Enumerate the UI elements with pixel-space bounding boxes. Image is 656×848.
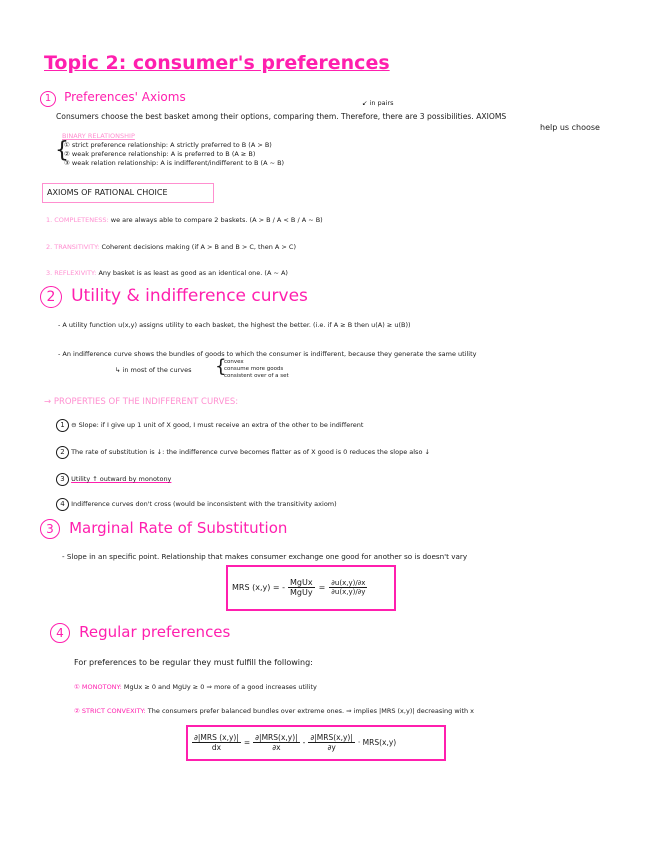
arrow-icon: ↙ [362,99,368,107]
conv-c-den: ∂y [327,742,336,752]
condition-2-text: The consumers prefer balanced bundles over extreme ones. ⇒ implies |MRS (x,y)| decreasing with x [147,707,475,715]
section-1-header [40,86,186,107]
brace-icon: { [55,138,69,163]
section-1-line1: Consumers choose the best basket among their options, comparing them. Therefore, there are 3 possibilities. AXIOMS [56,112,507,121]
mrs-eq: = [318,582,326,592]
mrs-den-2: ∂u(x,y)/∂y [331,587,366,596]
axiom-1-label: 1. COMPLETENESS: [46,216,109,224]
section-2-header [40,286,308,308]
curve-option-3: consistent over of a set [224,373,289,379]
section-2-number: 2 [40,286,62,308]
section-3-heading: Marginal Rate of Substitution [69,519,288,537]
axiom-1-text: we are always able to compare 2 baskets. (A > B / A < B / A ~ B) [110,216,323,224]
axiom-2-text: Coherent decisions making (if A > B and B > C, then A > C) [101,243,296,251]
mrs-fraction-2 [329,579,367,596]
conv-b-num: ∂|MRS(x,y)| [255,732,298,742]
conv-c-num: ∂|MRS(x,y)| [310,732,353,742]
conv-eq: = [243,737,251,747]
corner-arrow-icon: ↳ [115,366,121,374]
convexity-formula [192,729,396,755]
brace-icon-2: { [215,356,227,377]
relationship-item-2: ② weak preference relationship: A is preferred to B (A ≥ B) [64,150,256,158]
property-4-text: Indifference curves don't cross (would be inconsistent with the transitivity axiom) [71,500,337,508]
curve-option-1: convex [224,359,244,365]
section-2-bullet-1: - A utility function u(x,y) assigns utility to each basket, the highest the better. (i.e. if A ≥ B then u(A) ≥ u(B)) [58,321,411,329]
mrs-den-1: MgUy [290,587,313,597]
condition-2-label: ② STRICT CONVEXITY: [74,707,146,715]
section-4-intro: For preferences to be regular they must fulfill the following: [74,658,313,667]
conv-fraction-a [192,733,241,752]
property-4-number: 4 [56,498,69,511]
conv-tail: · MRS(x,y) [357,737,397,747]
conv-b-den: ∂x [272,742,281,752]
property-4 [56,498,337,511]
condition-2 [74,707,474,715]
section-2-bullet-2-sub [115,366,192,374]
mrs-lhs: MRS (x,y) = - [232,582,286,592]
section-3-number: 3 [40,519,60,539]
mrs-num-1: MgUx [290,577,313,587]
conv-a-den: dx [211,742,222,752]
section-1-line1b: help us choose [540,123,600,132]
section-2-bullet-2: - An indifference curve shows the bundles of goods to which the consumer is indifferent, because they generate the same utility [58,350,477,358]
property-2-number: 2 [56,446,69,459]
section-2-heading: Utility & indifference curves [71,286,308,306]
pairs-note [362,99,394,107]
section-2-bullet-2-sub-text: in most of the curves [122,366,192,374]
property-1-text: ⊖ Slope: if I give up 1 unit of X good, I must receive an extra of the other to be indifferent [71,421,364,429]
axiom-2-label: 2. TRANSITIVITY: [46,243,100,251]
property-1 [56,419,363,432]
property-2-text: The rate of substitution is ↓: the indifference curve becomes flatter as of X good is 0 reduces the slope also ↓ [71,448,430,456]
conv-minus: - [302,737,306,747]
curve-option-2: consume more goods [224,366,284,372]
mrs-fraction-1 [288,578,315,597]
axiom-2 [46,243,296,251]
section-1-number: 1 [40,91,56,107]
section-4-heading: Regular preferences [79,623,231,641]
property-3 [56,473,171,486]
curve-options [224,359,289,380]
condition-1-label: ① MONOTONY: [74,683,122,691]
condition-1-text: MgUx ≥ 0 and MgUy ≥ 0 ⇒ more of a good increases utility [123,683,317,691]
section-4-header [50,622,230,643]
relationship-item-1: ① strict preference relationship: A strictly preferred to B (A > B) [64,141,272,149]
axiom-3 [46,269,288,277]
axiom-3-label: 3. REFLEXIVITY: [46,269,97,277]
section-3-text: - Slope in an specific point. Relationship that makes consumer exchange one good for another so is doesn't vary [62,552,468,561]
page-title: Topic 2: consumer's preferences [44,52,390,74]
section-3-header [40,518,287,539]
property-3-number: 3 [56,473,69,486]
condition-1 [74,683,317,691]
mrs-num-2: ∂u(x,y)/∂x [331,578,366,587]
binary-relationship-heading: BINARY RELATIONSHIP [62,132,135,140]
relationship-item-3: ③ weak relation relationship: A is indifferent/indifferent to B (A ~ B) [64,159,285,167]
conv-a-num: ∂|MRS (x,y)| [194,732,239,742]
axioms-box-label: AXIOMS OF RATIONAL CHOICE [47,188,168,197]
property-3-text: Utility ↑ outward by monotony [71,475,172,483]
pairs-note-text: in pairs [369,99,394,107]
axiom-1 [46,216,323,224]
mrs-formula [232,570,367,604]
axiom-3-text: Any basket is as least as good as an identical one. (A ~ A) [98,269,288,277]
section-1-heading: Preferences' Axioms [64,90,186,104]
property-1-number: 1 [56,419,69,432]
conv-fraction-b [253,733,300,752]
properties-heading: → PROPERTIES OF THE INDIFFERENT CURVES: [44,397,239,407]
conv-fraction-c [308,733,355,752]
section-4-number: 4 [50,623,70,643]
property-2 [56,446,430,459]
